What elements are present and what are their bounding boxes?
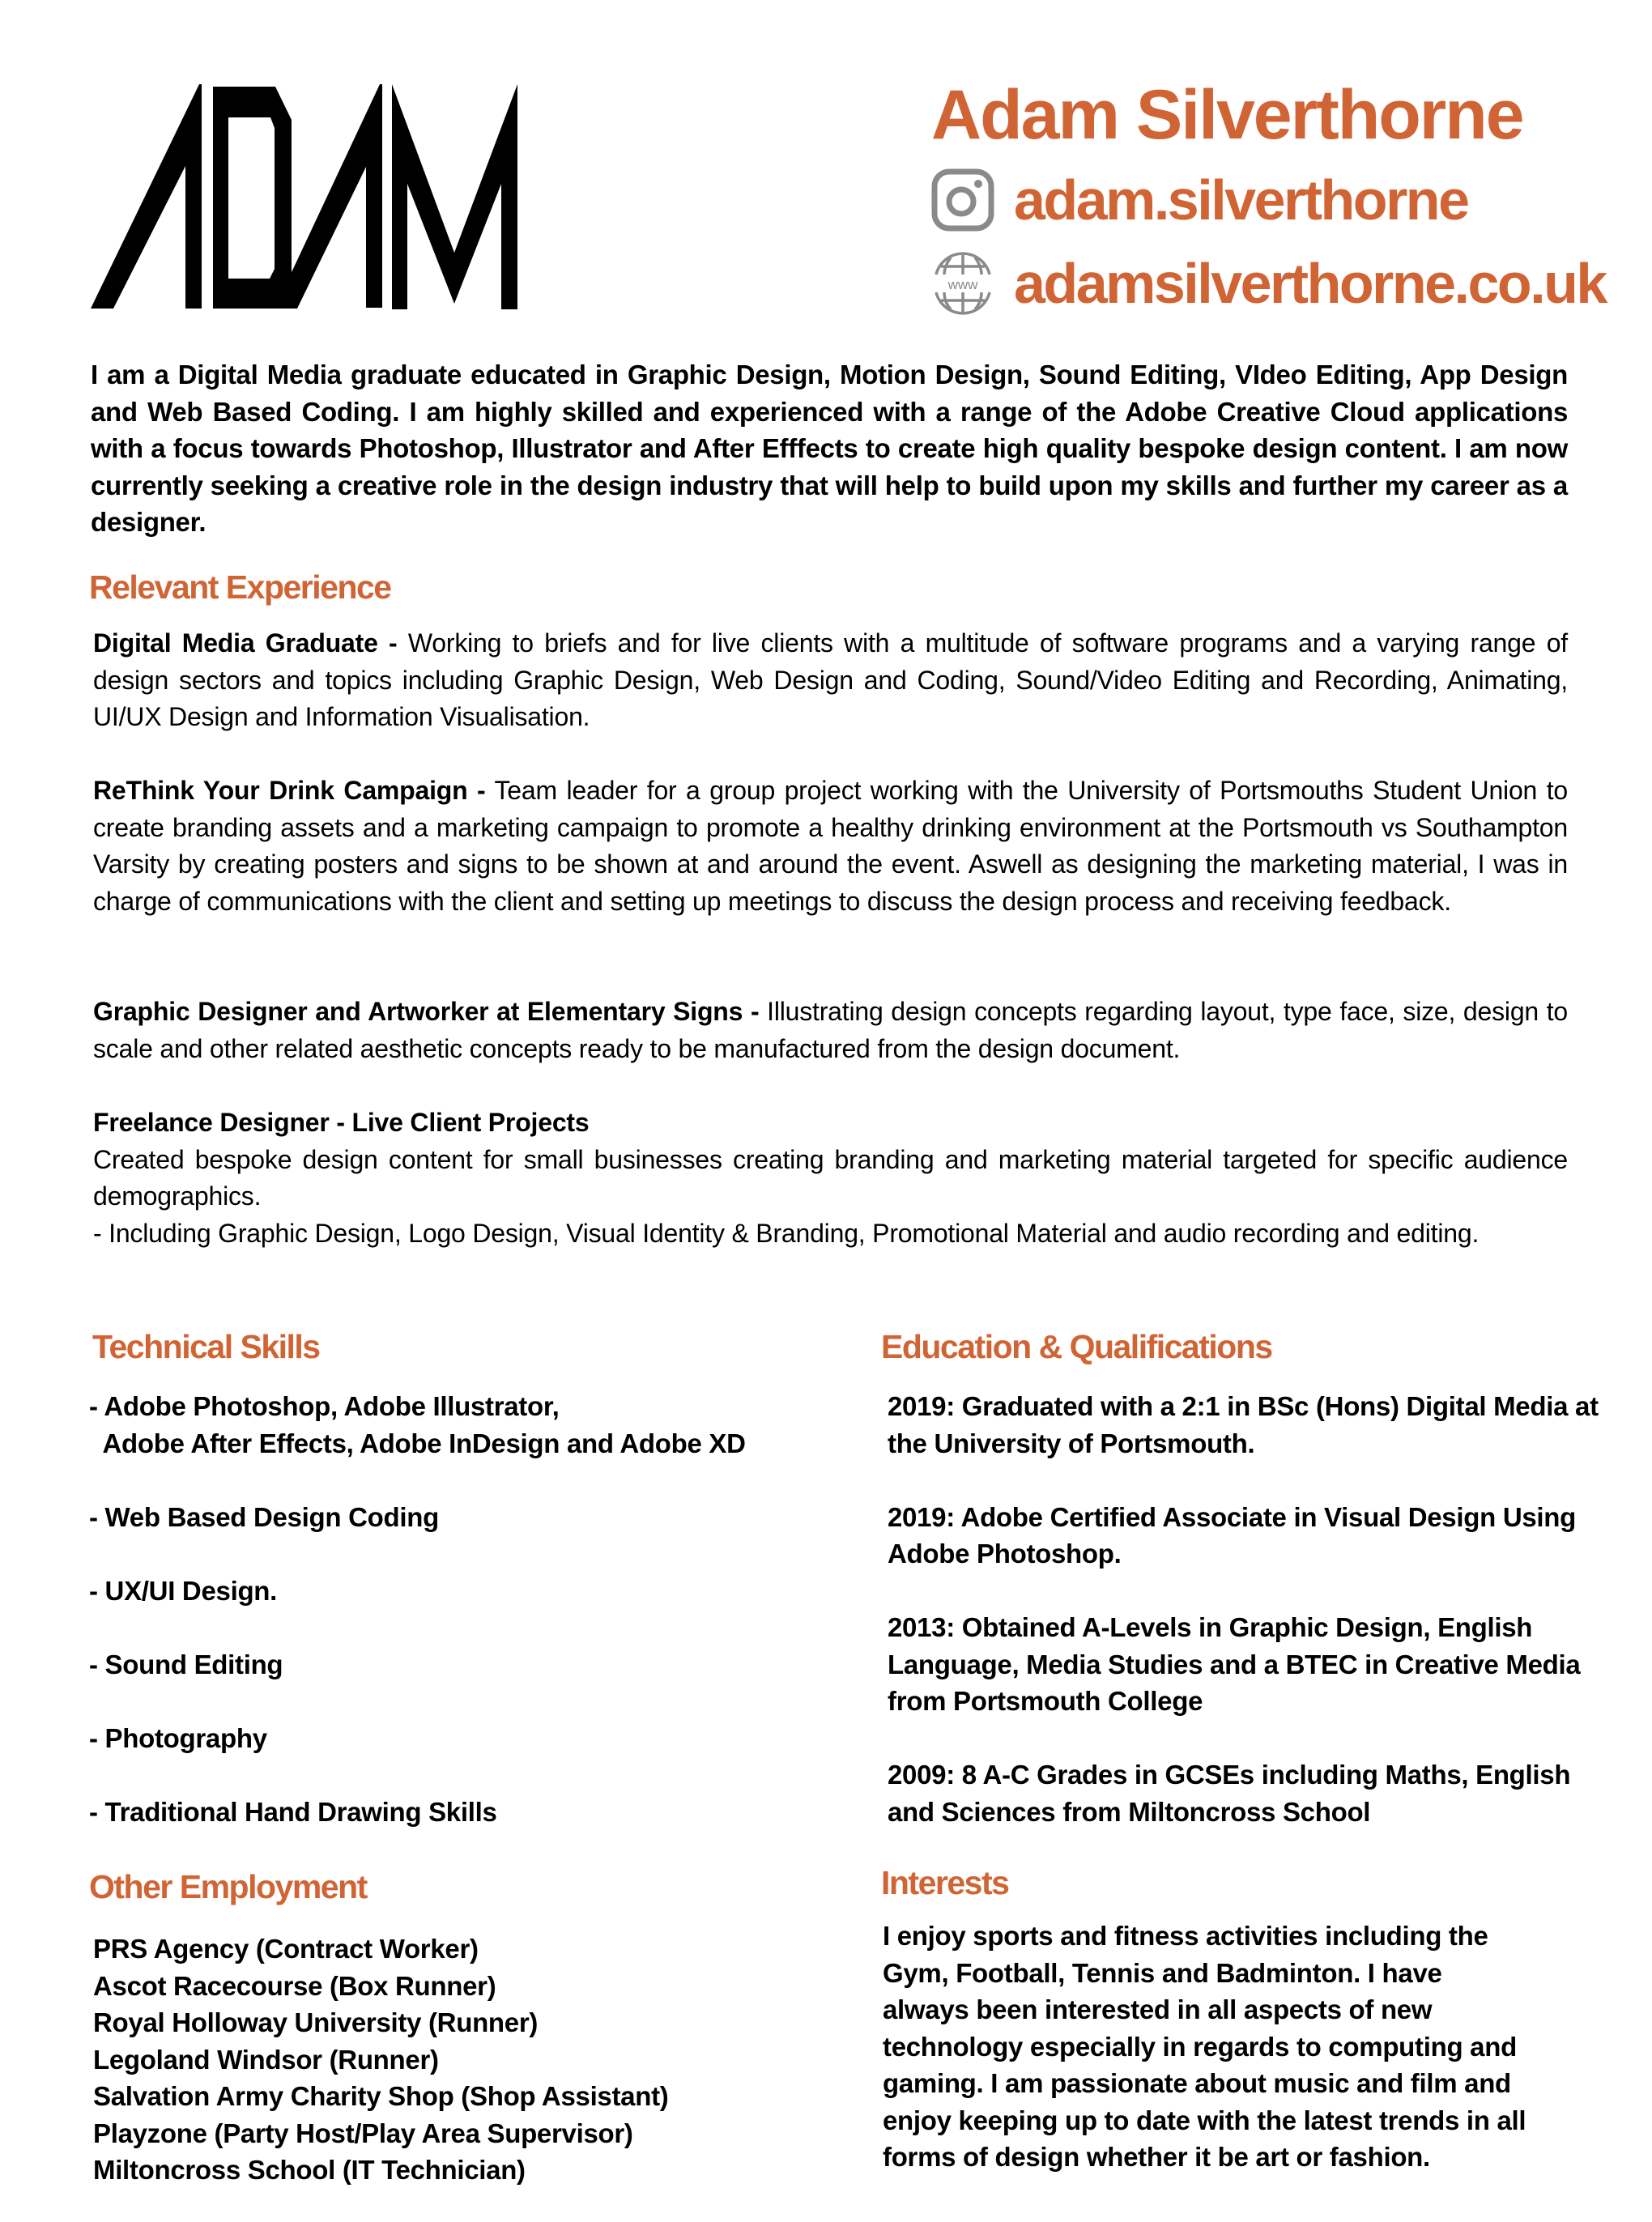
- skill-item: - UX/UI Design.: [89, 1575, 278, 1606]
- intro-paragraph: I am a Digital Media graduate educated in Graphic Design, Motion Design, Sound Editing, VIdeo Editing, App Design and Web Based Coding. I am highly skilled and experienced with a range of the Adobe Creative Cloud applications with a focus towards Photoshop, Illustrator and After Efffects to create high quality bespoke design content. I am now currently seeking a creative role in the design industry that will help to build upon my skills and further my career as a designer.: [91, 360, 1568, 537]
- instagram-handle[interactable]: adam.silverthorne: [1014, 168, 1468, 232]
- education-item: 2019: Adobe Certified Associate in Visual Design Using Adobe Photoshop.: [888, 1501, 1576, 1569]
- experience-title: ReThink Your Drink Campaign -: [93, 776, 486, 805]
- experience-entry: [93, 1105, 1568, 1252]
- experience-entry: [93, 994, 1568, 1067]
- interests-paragraph: I enjoy sports and fitness activities including the Gym, Football, Tennis and Badminton. I have always been interested in all aspects of new technology especially in regards to computing and gaming. I am passionate about music and film and enjoy keeping up to date with the latest trends in all forms of design whether it be art or fashion.: [883, 1921, 1526, 2172]
- employment-item: Salvation Army Charity Shop (Shop Assistant): [93, 2081, 669, 2111]
- section-heading-technical-skills: Technical Skills: [92, 1328, 320, 1365]
- skill-item: - Sound Editing: [89, 1649, 283, 1679]
- education-item: 2013: Obtained A-Levels in Graphic Design, English Language, Media Studies and a BTEC in Creative Media from Portsmouth College: [888, 1612, 1581, 1716]
- website-url[interactable]: adamsilverthorne.co.uk: [1014, 252, 1606, 315]
- technical-skills-list: [89, 1388, 818, 1867]
- svg-text:www: www: [947, 277, 978, 292]
- globe-www-icon: [931, 252, 994, 315]
- experience-entry: [93, 625, 1568, 736]
- experience-text-extra: - Including Graphic Design, Logo Design, Visual Identity & Branding, Promotional Material and audio recording and editing.: [93, 1218, 1480, 1248]
- employment-item: Legoland Windsor (Runner): [93, 2044, 439, 2075]
- employment-item: Playzone (Party Host/Play Area Supervisor): [93, 2118, 633, 2148]
- adam-logo: [91, 84, 881, 317]
- experience-title: Graphic Designer and Artworker at Elementary Signs -: [93, 997, 760, 1026]
- skill-item: - Photography: [89, 1722, 267, 1753]
- experience-title: Digital Media Graduate -: [93, 628, 398, 658]
- section-heading-education: Education & Qualifications: [881, 1328, 1272, 1365]
- skill-item: - Traditional Hand Drawing Skills: [89, 1796, 497, 1827]
- full-name: Adam Silverthorne: [931, 76, 1523, 154]
- experience-text: Illustrating design concepts regarding layout, type face, size, design to scale and other related aesthetic concepts ready to be manufactured from the design document.: [93, 997, 1569, 1063]
- instagram-contact[interactable]: [931, 164, 1468, 236]
- skill-item: - Adobe Photoshop, Adobe Illustrator, Adobe After Effects, Adobe InDesign and Adobe XD: [89, 1391, 746, 1458]
- experience-entry: [93, 773, 1568, 920]
- website-contact[interactable]: [931, 247, 1606, 320]
- employment-item: PRS Agency (Contract Worker): [93, 1934, 479, 1964]
- experience-text: Created bespoke design content for small businesses creating branding and marketing material targeted for specific audience demographics.: [93, 1144, 1568, 1211]
- education-item: 2009: 8 A-C Grades in GCSEs including Maths, English and Sciences from Miltoncross School: [888, 1760, 1571, 1827]
- education-item: 2019: Graduated with a 2:1 in BSc (Hons) Digital Media at the University of Portsmouth.: [888, 1391, 1599, 1458]
- section-heading-relevant-experience: Relevant Experience: [89, 568, 391, 606]
- instagram-icon: [931, 168, 994, 232]
- education-list: [888, 1388, 1600, 1867]
- experience-title: Freelance Designer - Live Client Projects: [93, 1108, 590, 1137]
- section-heading-interests: Interests: [881, 1864, 1009, 1901]
- employment-item: Royal Holloway University (Runner): [93, 2007, 539, 2037]
- section-heading-other-employment: Other Employment: [89, 1868, 367, 1905]
- other-employment-list: [93, 1930, 822, 2189]
- experience-text: Working to briefs and for live clients with a multitude of software programs and a varying range of design sectors and topics including Graphic Design, Web Design and Coding, Sound/Video Editing and Recording, Animating, UI/UX Design and Information Visualisation.: [93, 628, 1568, 731]
- experience-text: Team leader for a group project working with the University of Portsmouths Student Union to create branding assets and a marketing campaign to promote a healthy drinking environment at the Portsmouth vs Southampton Varsity by creating posters and signs to be shown at and around the event. Aswell as designing the marketing material, I was in charge of communications with the client and setting up meetings to discuss the design process and receiving feedback.: [93, 776, 1568, 916]
- skill-item: - Web Based Design Coding: [89, 1501, 439, 1532]
- employment-item: Miltoncross School (IT Technician): [93, 2155, 526, 2185]
- employment-item: Ascot Racecourse (Box Runner): [93, 1970, 496, 2001]
